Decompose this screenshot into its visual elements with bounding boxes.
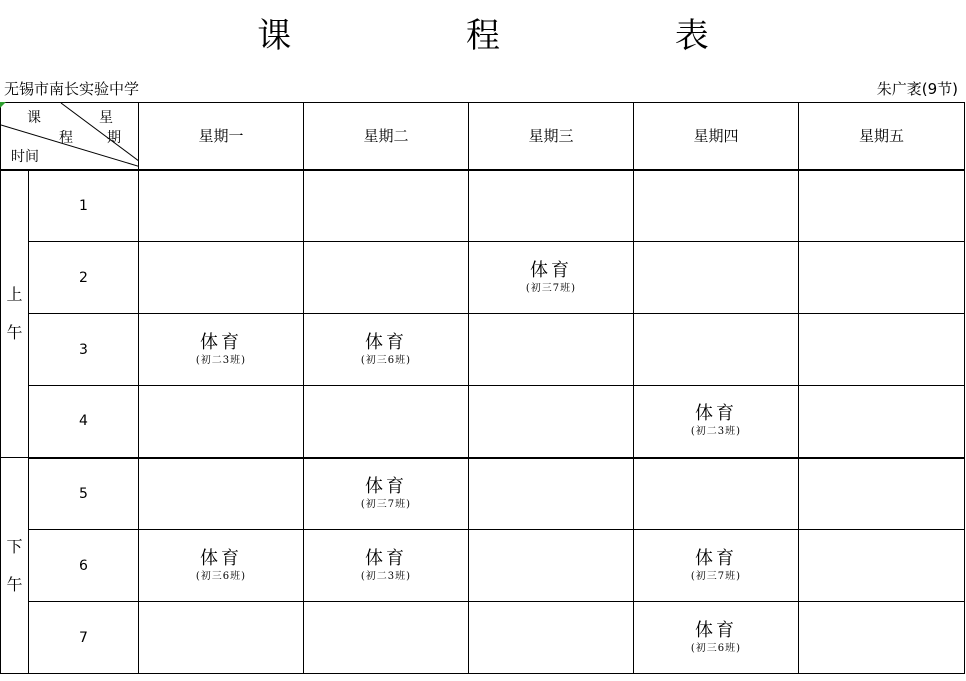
class-name: (初三6班): [195, 570, 247, 582]
lesson-cell: [799, 386, 965, 458]
lesson-cell: [469, 602, 634, 674]
lesson-cell: [469, 458, 634, 530]
day-header-thursday: 星期四: [634, 103, 799, 170]
cell-comment-marker: [0, 102, 6, 108]
corner-label-ke: 课: [27, 110, 41, 126]
session-afternoon-char-1: 下: [6, 536, 23, 556]
lesson-cell: [634, 530, 799, 602]
lesson-cell: [634, 242, 799, 314]
lesson-cell: [304, 314, 469, 386]
lesson-cell: [799, 530, 965, 602]
period-row: [1, 242, 965, 314]
period-number: 2: [29, 242, 139, 314]
lesson-cell: [634, 458, 799, 530]
header-row: [1, 103, 965, 170]
lesson-cell: [304, 386, 469, 458]
course-name: 体育: [695, 619, 737, 641]
course-name: 体育: [365, 547, 407, 569]
course-name: 体育: [695, 547, 737, 569]
period-number: 3: [29, 314, 139, 386]
class-name: (初二3班): [690, 426, 742, 438]
lesson-cell: [139, 386, 304, 458]
lesson-cell: [139, 242, 304, 314]
schedule-table: [0, 102, 965, 674]
lesson-cell: [799, 602, 965, 674]
class-name: (初三6班): [360, 354, 412, 366]
lesson-cell: [304, 530, 469, 602]
class-name: (初二3班): [195, 354, 247, 366]
session-morning-char-2: 午: [6, 322, 23, 342]
period-number: 7: [29, 602, 139, 674]
day-header-tuesday: 星期二: [304, 103, 469, 170]
teacher-name: 朱广袤(9节): [876, 80, 958, 98]
course-name: 体育: [365, 331, 407, 353]
period-number: 5: [29, 458, 139, 530]
lesson-cell: [799, 458, 965, 530]
class-name: (初三7班): [690, 570, 742, 582]
lesson-cell: [799, 314, 965, 386]
lesson-cell: [304, 458, 469, 530]
lesson-cell: [139, 170, 304, 242]
course-name: 体育: [530, 259, 572, 281]
day-header-wednesday: 星期三: [469, 103, 634, 170]
course-name: 体育: [365, 475, 407, 497]
session-afternoon: [1, 458, 29, 674]
lesson-cell: [799, 170, 965, 242]
session-morning-char-1: 上: [6, 284, 23, 304]
lesson-cell: [304, 602, 469, 674]
corner-label-qi: 期: [107, 130, 121, 146]
session-morning: [1, 170, 29, 458]
lesson-cell: [139, 314, 304, 386]
corner-label-cheng: 程: [59, 130, 73, 146]
lesson-cell: [634, 602, 799, 674]
page-title: 课 程 表: [257, 16, 791, 56]
lesson-cell: [139, 530, 304, 602]
lesson-cell: [139, 602, 304, 674]
school-name: 无锡市南长实验中学: [4, 80, 140, 98]
lesson-cell: [304, 170, 469, 242]
lesson-cell: [634, 386, 799, 458]
corner-label-time: 时间: [11, 149, 39, 165]
course-name: 体育: [200, 331, 242, 353]
lesson-cell: [469, 314, 634, 386]
period-number: 1: [29, 170, 139, 242]
class-name: (初二3班): [360, 570, 412, 582]
class-name: (初三7班): [360, 498, 412, 510]
class-name: (初三7班): [525, 282, 577, 294]
corner-header-cell: [1, 103, 139, 170]
class-name: (初三6班): [690, 642, 742, 654]
lesson-cell: [469, 386, 634, 458]
period-row: [1, 170, 965, 242]
lesson-cell: [799, 242, 965, 314]
day-header-monday: 星期一: [139, 103, 304, 170]
course-name: 体育: [200, 547, 242, 569]
period-row: [1, 530, 965, 602]
period-number: 4: [29, 386, 139, 458]
session-afternoon-char-2: 午: [6, 574, 23, 594]
lesson-cell: [469, 530, 634, 602]
corner-label-xing: 星: [99, 110, 113, 126]
lesson-cell: [634, 170, 799, 242]
period-row: [1, 458, 965, 530]
course-name: 体育: [695, 403, 737, 425]
period-number: 6: [29, 530, 139, 602]
period-row: [1, 602, 965, 674]
lesson-cell: [304, 242, 469, 314]
period-row: [1, 314, 965, 386]
lesson-cell: [469, 170, 634, 242]
day-header-friday: 星期五: [799, 103, 965, 170]
lesson-cell: [634, 314, 799, 386]
lesson-cell: [139, 458, 304, 530]
period-row: [1, 386, 965, 458]
lesson-cell: [469, 242, 634, 314]
